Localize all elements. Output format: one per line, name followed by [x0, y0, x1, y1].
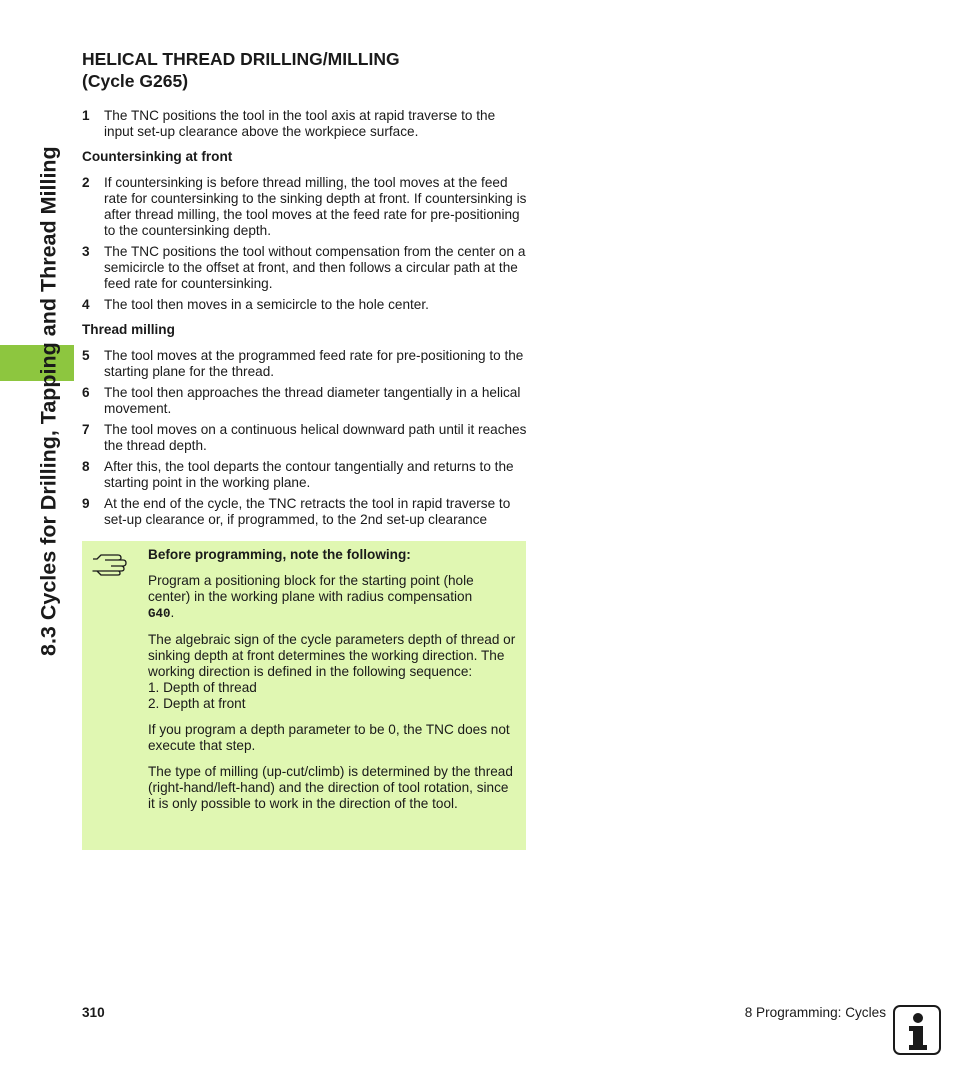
step-number: 2	[82, 175, 90, 190]
note-body	[148, 547, 518, 822]
section-title-line2: (Cycle G265)	[82, 71, 189, 91]
chapter-side-title-wrap	[34, 52, 64, 656]
step-text: The tool moves at the programmed feed rate for pre-positioning to the starting plane for the thread.	[104, 348, 524, 379]
note-p1-code: G40	[148, 607, 171, 621]
note-p2-line-0: The algebraic sign of the cycle parameters depth of thread or sinking depth at front determines the working direction. The working direction is defined in the following sequence:	[148, 632, 516, 679]
step-text: The tool then moves in a semicircle to the hole center.	[104, 297, 429, 312]
list-item	[82, 297, 528, 313]
step-text: After this, the tool departs the contour tangentially and returns to the starting point in the working plane.	[104, 459, 514, 490]
list-item	[82, 422, 528, 454]
list-item	[82, 348, 528, 380]
main-content	[82, 48, 528, 533]
note-p2-line-1: 1. Depth of thread	[148, 680, 257, 695]
info-icon	[893, 1005, 941, 1055]
note-paragraph-4: The type of milling (up-cut/climb) is determined by the thread (right-hand/left-hand) and the direction of tool rotation, since it is only possible to work in the direction of the tool.	[148, 764, 513, 811]
chapter-side-title: 8.3 Cycles for Drilling, Tapping and Thread Milling	[36, 146, 61, 656]
note-heading: Before programming, note the following:	[148, 547, 411, 562]
info-glyph-icon	[895, 1007, 939, 1053]
section-title	[82, 48, 528, 92]
note-paragraph-2	[148, 632, 518, 712]
step-number: 9	[82, 496, 90, 511]
note-paragraph-1	[148, 573, 518, 622]
step-text: At the end of the cycle, the TNC retracts the tool in rapid traverse to set-up clearance or, if programmed, to the 2nd set-up clearance	[104, 496, 511, 527]
steps-list-c	[82, 348, 528, 528]
subhead-countersinking: Countersinking at front	[82, 149, 233, 164]
pointing-hand-icon	[91, 550, 127, 576]
step-number: 1	[82, 108, 90, 123]
steps-list-b	[82, 175, 528, 313]
note-box	[82, 541, 526, 850]
steps-list-a	[82, 108, 528, 140]
note-p1-end: .	[170, 605, 175, 620]
list-item	[82, 496, 528, 528]
step-text: The tool then approaches the thread diameter tangentially in a helical movement.	[104, 385, 521, 416]
list-item	[82, 175, 528, 239]
step-number: 4	[82, 297, 90, 312]
subhead-thread-milling: Thread milling	[82, 322, 175, 337]
step-text: The TNC positions the tool without compensation from the center on a semicircle to the offset at front, and then follows a circular path at the feed rate for countersinking.	[104, 244, 526, 291]
step-number: 3	[82, 244, 90, 259]
list-item	[82, 385, 528, 417]
step-number: 7	[82, 422, 90, 437]
step-number: 5	[82, 348, 90, 363]
step-text: The tool moves on a continuous helical downward path until it reaches the thread depth.	[104, 422, 527, 453]
section-title-line1: HELICAL THREAD DRILLING/MILLING	[82, 49, 400, 69]
list-item	[82, 459, 528, 491]
step-text: If countersinking is before thread milling, the tool moves at the feed rate for countersinking to the sinking depth at front. If countersinking is after thread milling, the tool moves at the feed rate for pre-positioning to the countersinking depth.	[104, 175, 527, 238]
note-paragraph-3: If you program a depth parameter to be 0, the TNC does not execute that step.	[148, 722, 510, 753]
list-item	[82, 244, 528, 292]
footer-chapter: 8 Programming: Cycles	[744, 1005, 886, 1020]
step-number: 6	[82, 385, 90, 400]
note-p2-line-2: 2. Depth at front	[148, 696, 246, 711]
note-p1-text: Program a positioning block for the starting point (hole center) in the working plane with radius compensation	[148, 573, 474, 604]
list-item	[82, 108, 528, 140]
step-text: The TNC positions the tool in the tool axis at rapid traverse to the input set-up clearance above the workpiece surface.	[104, 108, 496, 139]
page-number: 310	[82, 1005, 105, 1020]
step-number: 8	[82, 459, 90, 474]
